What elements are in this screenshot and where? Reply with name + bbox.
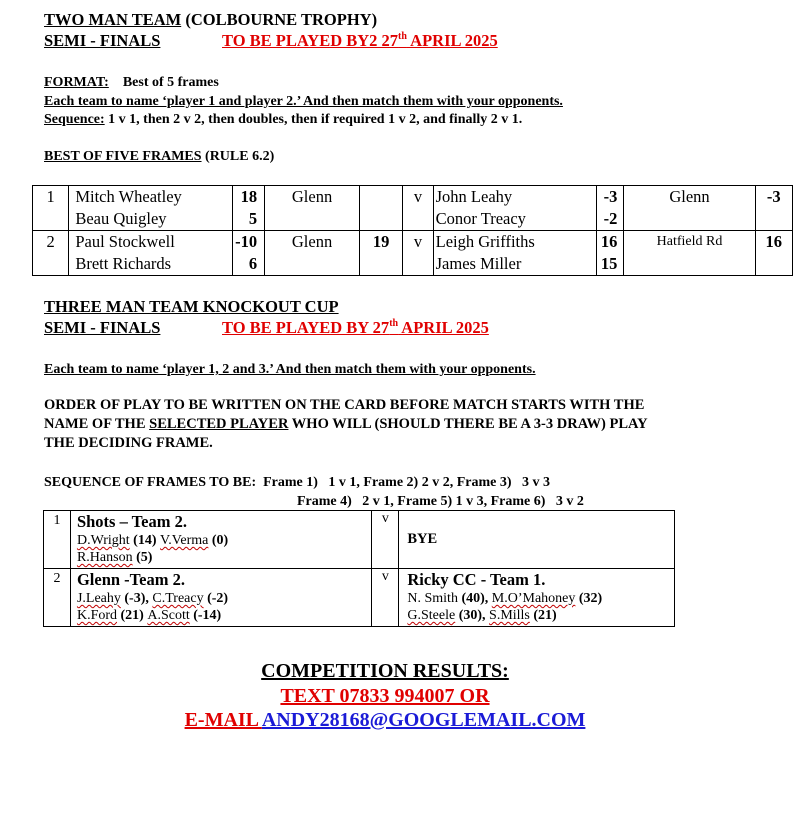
home-player-2-score: 6 xyxy=(248,254,258,273)
home-team-cell xyxy=(70,569,371,627)
match-number: 1 xyxy=(44,511,71,569)
away-players-line-2 xyxy=(407,607,674,624)
sequence-of-frames-2: Frame 4) 2 v 1, Frame 5) 1 v 3, Frame 6) 3 v 2 xyxy=(297,494,584,509)
versus-label: v xyxy=(403,231,433,276)
away-team-name: BYE xyxy=(399,511,675,569)
away-venue: Glenn xyxy=(624,186,755,231)
away-team-cell xyxy=(399,569,675,627)
three-man-deadline-sup: th xyxy=(389,318,399,329)
player-score: (0) xyxy=(208,533,229,548)
player-name: M.O’Mahoney xyxy=(491,591,576,606)
three-man-title: THREE MAN TEAM KNOCKOUT CUP xyxy=(44,297,339,316)
order-line-2-post: WHO WILL (SHOULD THERE BE A 3-3 DRAW) PLAY xyxy=(288,416,648,432)
two-man-title-main: TWO MAN TEAM xyxy=(44,10,182,29)
two-man-title xyxy=(44,10,377,30)
table-row xyxy=(44,569,675,627)
home-venue: Glenn xyxy=(265,186,360,231)
away-player-1: John Leahy xyxy=(435,187,513,206)
home-scores xyxy=(232,231,264,276)
results-text-line: TEXT 07833 994007 OR xyxy=(280,685,490,707)
selected-player-label: SELECTED PLAYER xyxy=(149,416,289,432)
away-player-2: Conor Treacy xyxy=(435,209,526,228)
home-player-2: Beau Quigley xyxy=(75,209,167,228)
email-label: E-MAIL xyxy=(184,709,262,731)
home-player-1: Paul Stockwell xyxy=(75,232,175,251)
away-player-1: Leigh Griffiths xyxy=(435,232,535,251)
player-score: (21) xyxy=(529,608,557,623)
player-score: (30), xyxy=(455,608,490,623)
away-players-line-1 xyxy=(407,590,674,607)
away-player-2-score: -2 xyxy=(603,209,618,228)
three-man-deadline xyxy=(222,318,489,338)
home-team-name: Shots – Team 2. xyxy=(76,512,187,531)
home-player-1-score: -10 xyxy=(235,232,258,251)
home-players xyxy=(69,231,233,276)
order-line-3: THE DECIDING FRAME. xyxy=(44,435,213,451)
sequence-value: 1 v 1, then 2 v 2, then doubles, then if required 1 v 2, and finally 2 v 1. xyxy=(104,112,523,127)
player-name: A.Scott xyxy=(147,608,190,623)
player-name: R.Hanson xyxy=(76,550,133,565)
sequence-of-frames-1: SEQUENCE OF FRAMES TO BE: Frame 1) 1 v 1, Frame 2) 2 v 2, Frame 3) 3 v 3 xyxy=(44,475,551,490)
home-players-line-1 xyxy=(77,590,371,607)
player-score: (-2) xyxy=(203,591,229,606)
results-heading: COMPETITION RESULTS: xyxy=(261,660,509,682)
table-row xyxy=(33,231,793,276)
away-team-name: Ricky CC - Team 1. xyxy=(407,570,546,589)
away-total: 16 xyxy=(755,231,792,276)
match-number: 2 xyxy=(44,569,71,627)
two-man-deadline-post: APRIL 2025 xyxy=(406,31,498,50)
player-name: K.Ford xyxy=(76,608,118,623)
order-line-1: ORDER OF PLAY TO BE WRITTEN ON THE CARD BEFORE MATCH STARTS WITH THE xyxy=(44,397,645,413)
away-player-2-score: 15 xyxy=(600,254,618,273)
table-row xyxy=(33,186,793,231)
two-man-deadline-pre: TO BE PLAYED BY2 27 xyxy=(222,31,399,50)
home-team-cell xyxy=(70,511,371,569)
player-score: (32) xyxy=(575,591,603,606)
away-player-1-score: 16 xyxy=(600,232,618,251)
player-name: J.Leahy xyxy=(76,591,121,606)
home-player-2: Brett Richards xyxy=(75,254,172,273)
player-name: C.Treacy xyxy=(152,591,204,606)
player-score: (14) xyxy=(129,533,160,548)
home-total xyxy=(359,186,402,231)
best-of-five-line xyxy=(44,147,274,166)
home-venue: Glenn xyxy=(265,231,360,276)
order-line-2 xyxy=(44,415,648,434)
format-value: Best of 5 frames xyxy=(122,75,219,90)
order-of-play xyxy=(44,396,648,453)
match-number: 1 xyxy=(33,186,69,231)
home-players-line-1 xyxy=(77,532,371,549)
match-number: 2 xyxy=(33,231,69,276)
home-player-2-score: 5 xyxy=(248,209,258,228)
two-man-title-trophy: (COLBOURNE TROPHY) xyxy=(181,10,378,29)
versus-label: v xyxy=(403,186,433,231)
away-player-2: James Miller xyxy=(435,254,522,273)
three-man-deadline-pre: TO BE PLAYED BY 27 xyxy=(222,318,390,337)
three-man-stage: SEMI - FINALS xyxy=(44,318,161,337)
format-label: FORMAT: xyxy=(44,75,109,90)
three-man-results-table xyxy=(43,510,675,627)
player-name: N. Smith xyxy=(407,591,458,606)
home-player-1-score: 18 xyxy=(240,187,258,206)
away-players xyxy=(433,231,597,276)
two-man-sequence xyxy=(44,110,522,129)
results-email-line xyxy=(0,708,784,732)
two-man-naming: Each team to name ‘player 1 and player 2.’ And then match them with your opponents. xyxy=(44,94,563,109)
two-man-stage-line xyxy=(44,31,160,51)
order-line-2-pre: NAME OF THE xyxy=(44,416,150,432)
best-of-five-rule: (RULE 6.2) xyxy=(201,149,275,164)
player-score: (5) xyxy=(132,550,153,565)
away-players xyxy=(433,186,597,231)
player-name: D.Wright xyxy=(76,533,130,548)
player-score: (40), xyxy=(457,591,492,606)
home-scores xyxy=(232,186,264,231)
home-players xyxy=(69,186,233,231)
email-link[interactable]: ANDY28168@GOOGLEMAIL.COM xyxy=(261,709,586,731)
home-player-1: Mitch Wheatley xyxy=(75,187,182,206)
home-players-line-2 xyxy=(77,549,371,566)
versus-label: v xyxy=(372,569,399,627)
home-players-line-2 xyxy=(77,607,371,624)
home-team-name: Glenn -Team 2. xyxy=(76,570,185,589)
two-man-stage: SEMI - FINALS xyxy=(44,31,161,50)
home-total: 19 xyxy=(359,231,402,276)
versus-label: v xyxy=(372,511,399,569)
player-score: (-3), xyxy=(120,591,153,606)
away-venue: Hatfield Rd xyxy=(624,231,755,276)
away-scores xyxy=(597,231,624,276)
format-line xyxy=(44,73,219,92)
three-man-deadline-post: APRIL 2025 xyxy=(398,318,489,337)
player-name: V.Verma xyxy=(160,533,209,548)
two-man-deadline-sup: th xyxy=(398,31,407,42)
sequence-label: Sequence: xyxy=(44,112,105,127)
player-score: (21) xyxy=(117,608,148,623)
player-name: S.Mills xyxy=(489,608,530,623)
three-man-naming: Each team to name ‘player 1, 2 and 3.’ And then match them with your opponents. xyxy=(44,362,536,377)
two-man-results-table xyxy=(32,185,793,276)
away-player-1-score: -3 xyxy=(603,187,618,206)
two-man-deadline xyxy=(222,31,498,51)
table-row xyxy=(44,511,675,569)
best-of-five-label: BEST OF FIVE FRAMES xyxy=(44,149,202,164)
player-name: G.Steele xyxy=(407,608,456,623)
away-scores xyxy=(597,186,624,231)
away-total: -3 xyxy=(755,186,792,231)
player-score: (-14) xyxy=(189,608,222,623)
